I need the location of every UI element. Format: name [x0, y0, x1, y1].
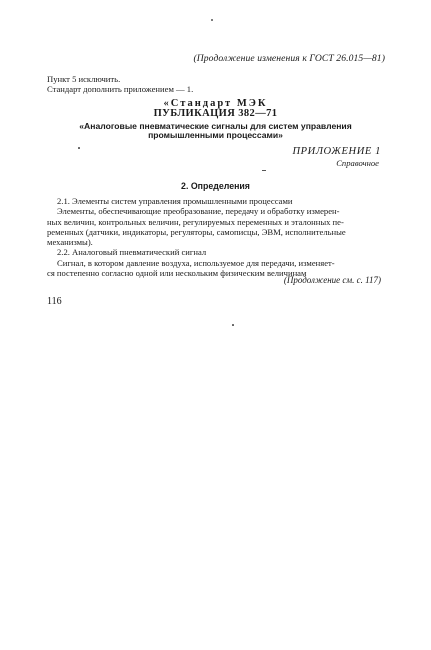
- header-continuation-note: (Продолжение изменения к ГОСТ 26.015—81): [193, 53, 385, 64]
- scan-speck: [232, 324, 234, 326]
- body-line: ных величин, контрольных величин, регулируемых переменных и эталонных пе-: [47, 216, 344, 227]
- scan-speck: [211, 19, 213, 21]
- appendix-label: ПРИЛОЖЕНИЕ 1: [292, 146, 381, 157]
- intro-line-1: Пункт 5 исключить.: [47, 74, 121, 84]
- footer-continuation-note: (Продолжение см. с. 117): [283, 275, 381, 285]
- body-line: ся постепенно согласно одной или нескольким физическим величинам: [47, 268, 307, 279]
- body-line: 2.1. Элементы систем управления промышленными процессами: [57, 196, 293, 206]
- appendix-type: Справочное: [336, 158, 379, 168]
- body-line: 2.2. Аналоговый пневматический сигнал: [57, 247, 207, 258]
- scan-speck: [78, 147, 80, 149]
- section-body: [47, 196, 382, 278]
- intro-line-2: Стандарт дополнить приложением — 1.: [47, 84, 194, 94]
- scan-speck: [262, 170, 266, 171]
- publication-subtitle-line-2: промышленными процессами»: [148, 130, 283, 140]
- body-line: Сигнал, в котором давление воздуха, используемое для передачи, изменяет-: [57, 257, 335, 268]
- body-line: Элементы, обеспечивающие преобразование, передачу и обработку измерен-: [57, 206, 340, 217]
- body-line: ременных (датчики, индикаторы, регуляторы, самописцы, ЭВМ, исполнительные: [47, 226, 346, 237]
- body-line: механизмы).: [47, 237, 93, 248]
- section-title: 2. Определения: [181, 181, 250, 191]
- page-number: 116: [47, 296, 62, 307]
- publication-subtitle-line-1: «Аналоговые пневматические сигналы для систем управления: [79, 121, 352, 131]
- standard-title: «Стандарт МЭК: [163, 98, 268, 109]
- publication-title: ПУБЛИКАЦИЯ 382—71: [153, 108, 278, 119]
